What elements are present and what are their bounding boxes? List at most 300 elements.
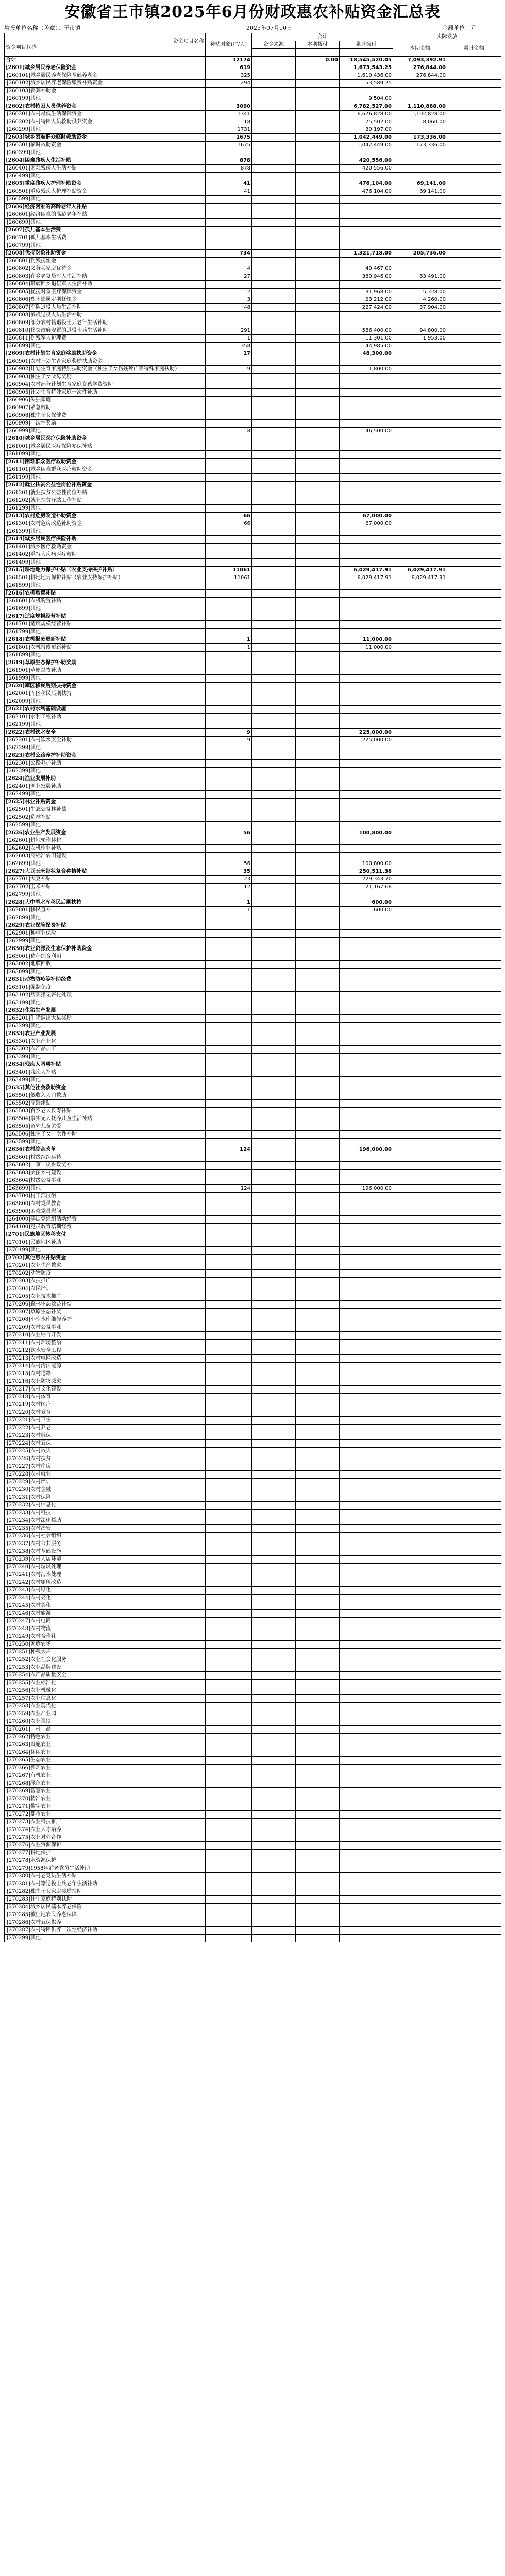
row-current bbox=[296, 1409, 340, 1417]
table-row bbox=[5, 922, 501, 930]
row-persons bbox=[206, 706, 252, 714]
row-name: [270215]农村道路 bbox=[5, 1370, 206, 1378]
row-current bbox=[296, 1625, 340, 1633]
row-fund-source bbox=[252, 1309, 296, 1316]
table-row bbox=[5, 165, 501, 173]
row-name: [270287]农村特困供养一次性经济补助 bbox=[5, 1927, 206, 1935]
row-actual-cumulative bbox=[447, 1540, 501, 1548]
row-cumulative bbox=[340, 404, 393, 412]
table-row bbox=[5, 760, 501, 768]
row-actual-current: 6,029,417.91 bbox=[393, 567, 447, 574]
row-persons bbox=[206, 1100, 252, 1108]
row-fund-source bbox=[252, 853, 296, 860]
row-fund-source bbox=[252, 142, 296, 149]
row-name: [261799]其他 bbox=[5, 629, 206, 636]
row-actual-cumulative bbox=[447, 768, 501, 775]
row-actual-cumulative bbox=[447, 1911, 501, 1919]
row-actual-current bbox=[393, 1556, 447, 1564]
row-name: [263102]病死猪无害化处理 bbox=[5, 992, 206, 999]
row-fund-source bbox=[252, 1649, 296, 1656]
row-name: [2610]城乡居民医疗保险补助资金 bbox=[5, 435, 206, 443]
table-row bbox=[5, 1703, 501, 1710]
row-cumulative bbox=[340, 1888, 393, 1896]
row-current bbox=[296, 227, 340, 234]
row-actual-current bbox=[393, 1880, 447, 1888]
row-actual-cumulative bbox=[447, 520, 501, 528]
row-fund-source bbox=[252, 938, 296, 945]
row-cumulative: 380,946.00 bbox=[340, 273, 393, 281]
row-actual-cumulative bbox=[447, 1571, 501, 1579]
row-fund-source bbox=[252, 1919, 296, 1927]
row-name: [270239]农村人居环境 bbox=[5, 1556, 206, 1564]
row-current bbox=[296, 667, 340, 675]
row-cumulative: 23,212.00 bbox=[340, 296, 393, 304]
row-persons: 66 bbox=[206, 513, 252, 520]
row-actual-current bbox=[393, 1564, 447, 1571]
row-fund-source bbox=[252, 1432, 296, 1440]
row-cumulative bbox=[340, 1432, 393, 1440]
row-persons bbox=[206, 690, 252, 698]
row-persons bbox=[206, 1139, 252, 1146]
row-actual-cumulative bbox=[447, 1772, 501, 1780]
table-row bbox=[5, 1139, 501, 1146]
row-persons: 18 bbox=[206, 118, 252, 126]
row-fund-source bbox=[252, 1007, 296, 1015]
row-persons: 35 bbox=[206, 868, 252, 876]
row-persons: 291 bbox=[206, 327, 252, 335]
row-fund-source bbox=[252, 829, 296, 837]
table-row bbox=[5, 1378, 501, 1386]
row-current bbox=[296, 1935, 340, 1942]
row-name: [270254]农产品质量安全 bbox=[5, 1672, 206, 1680]
table-row bbox=[5, 1162, 501, 1170]
table-row bbox=[5, 404, 501, 412]
row-cumulative: 67,000.00 bbox=[340, 520, 393, 528]
row-cumulative bbox=[340, 1425, 393, 1432]
row-current bbox=[296, 126, 340, 134]
row-actual-cumulative bbox=[447, 381, 501, 389]
row-actual-current bbox=[393, 258, 447, 265]
row-persons: 48 bbox=[206, 304, 252, 312]
row-current bbox=[296, 822, 340, 829]
row-current bbox=[296, 149, 340, 157]
row-name: [2603]城乡困难群众临时救助资金 bbox=[5, 134, 206, 142]
row-name: [270213]农村电网改造 bbox=[5, 1355, 206, 1363]
row-persons bbox=[206, 1656, 252, 1664]
row-current bbox=[296, 1054, 340, 1061]
row-persons bbox=[206, 234, 252, 242]
row-current bbox=[296, 1826, 340, 1834]
row-actual-current bbox=[393, 1741, 447, 1749]
row-actual-cumulative bbox=[447, 605, 501, 613]
row-cumulative bbox=[340, 358, 393, 366]
table-row bbox=[5, 1911, 501, 1919]
row-actual-current bbox=[393, 1540, 447, 1548]
row-current bbox=[296, 945, 340, 953]
row-persons bbox=[206, 219, 252, 227]
table-row bbox=[5, 1247, 501, 1255]
table-row bbox=[5, 227, 501, 234]
row-actual-current bbox=[393, 350, 447, 358]
row-persons bbox=[206, 1865, 252, 1873]
row-current bbox=[296, 1378, 340, 1386]
row-fund-source bbox=[252, 420, 296, 428]
row-current bbox=[296, 420, 340, 428]
row-fund-source bbox=[252, 598, 296, 605]
row-current bbox=[296, 1765, 340, 1772]
row-name: [263601]村级组织运转 bbox=[5, 1154, 206, 1162]
row-fund-source bbox=[252, 1471, 296, 1479]
row-current bbox=[296, 1401, 340, 1409]
row-name: [260199]其他 bbox=[5, 95, 206, 103]
row-cumulative bbox=[340, 536, 393, 544]
row-fund-source bbox=[252, 1046, 296, 1054]
table-row bbox=[5, 853, 501, 860]
row-fund-source bbox=[252, 1023, 296, 1030]
row-actual-current bbox=[393, 1170, 447, 1177]
table-row bbox=[5, 451, 501, 459]
row-name: [260599]其他 bbox=[5, 196, 206, 204]
row-persons bbox=[206, 698, 252, 706]
row-current bbox=[296, 675, 340, 683]
row-fund-source bbox=[252, 1494, 296, 1502]
row-current bbox=[296, 1355, 340, 1363]
table-row bbox=[5, 1741, 501, 1749]
row-name: [270211]农村环境整治 bbox=[5, 1340, 206, 1347]
row-actual-current bbox=[393, 435, 447, 443]
row-current bbox=[296, 775, 340, 783]
row-name: [263700]村干部报酬 bbox=[5, 1193, 206, 1200]
row-actual-current bbox=[393, 1788, 447, 1795]
row-name: [262699]其他 bbox=[5, 860, 206, 868]
row-cumulative: 6,029,417.91 bbox=[340, 567, 393, 574]
row-name: [270233]农村科技 bbox=[5, 1510, 206, 1517]
row-persons bbox=[206, 536, 252, 544]
row-actual-current bbox=[393, 536, 447, 544]
row-current bbox=[296, 1463, 340, 1471]
row-actual-cumulative bbox=[447, 435, 501, 443]
row-name: [270101]民族地区补助 bbox=[5, 1239, 206, 1247]
row-cumulative: 9,504.00 bbox=[340, 95, 393, 103]
row-cumulative bbox=[340, 953, 393, 961]
table-row bbox=[5, 1857, 501, 1865]
row-cumulative bbox=[340, 1293, 393, 1301]
row-actual-cumulative bbox=[447, 1649, 501, 1656]
row-actual-cumulative bbox=[447, 1710, 501, 1718]
table-row bbox=[5, 806, 501, 814]
row-actual-current bbox=[393, 1517, 447, 1525]
row-fund-source bbox=[252, 1231, 296, 1239]
row-persons bbox=[206, 88, 252, 95]
table-row bbox=[5, 72, 501, 80]
row-actual-cumulative bbox=[447, 613, 501, 621]
row-actual-current bbox=[393, 1904, 447, 1911]
row-fund-source bbox=[252, 1170, 296, 1177]
row-actual-current bbox=[393, 884, 447, 891]
row-fund-source bbox=[252, 1463, 296, 1471]
row-actual-cumulative bbox=[447, 551, 501, 559]
row-persons: 1 bbox=[206, 636, 252, 644]
row-actual-cumulative bbox=[447, 1216, 501, 1224]
row-current bbox=[296, 1386, 340, 1394]
row-current bbox=[296, 1880, 340, 1888]
row-actual-current bbox=[393, 1309, 447, 1316]
row-actual-current: 63,491.00 bbox=[393, 273, 447, 281]
row-actual-cumulative bbox=[447, 1115, 501, 1123]
row-name: [263506]独生子女一次性补助 bbox=[5, 1131, 206, 1139]
table-row bbox=[5, 1455, 501, 1463]
table-row bbox=[5, 520, 501, 528]
row-actual-cumulative bbox=[447, 1278, 501, 1285]
row-persons bbox=[206, 482, 252, 489]
row-actual-cumulative bbox=[447, 1904, 501, 1911]
row-actual-cumulative bbox=[447, 1819, 501, 1826]
row-persons bbox=[206, 1463, 252, 1471]
row-fund-source bbox=[252, 930, 296, 938]
row-name: [270252]农业社会化服务 bbox=[5, 1656, 206, 1664]
row-persons bbox=[206, 242, 252, 250]
table-row bbox=[5, 1054, 501, 1061]
row-cumulative bbox=[340, 1440, 393, 1448]
row-persons bbox=[206, 1015, 252, 1023]
row-current bbox=[296, 1595, 340, 1602]
row-fund-source bbox=[252, 1347, 296, 1355]
row-persons bbox=[206, 1177, 252, 1185]
row-persons bbox=[206, 1216, 252, 1224]
row-cumulative bbox=[340, 1115, 393, 1123]
table-row bbox=[5, 1772, 501, 1780]
row-cumulative bbox=[340, 1510, 393, 1517]
row-fund-source bbox=[252, 1880, 296, 1888]
row-actual-current bbox=[393, 1571, 447, 1579]
table-row bbox=[5, 1084, 501, 1092]
row-actual-current bbox=[393, 1734, 447, 1741]
row-actual-cumulative bbox=[447, 142, 501, 149]
table-row bbox=[5, 289, 501, 296]
row-name: [262199]其他 bbox=[5, 721, 206, 729]
row-persons bbox=[206, 374, 252, 381]
row-cumulative bbox=[340, 1695, 393, 1703]
row-actual-current bbox=[393, 319, 447, 327]
row-current bbox=[296, 474, 340, 482]
row-actual-current bbox=[393, 1819, 447, 1826]
row-cumulative bbox=[340, 922, 393, 930]
row-fund-source bbox=[252, 57, 296, 64]
table-row bbox=[5, 1595, 501, 1602]
row-cumulative: 1,610,436.00 bbox=[340, 72, 393, 80]
row-fund-source bbox=[252, 111, 296, 118]
row-current bbox=[296, 1479, 340, 1486]
row-actual-current bbox=[393, 528, 447, 536]
row-name: [263201]生猪调出大县奖励 bbox=[5, 1015, 206, 1023]
row-actual-cumulative bbox=[447, 134, 501, 142]
row-current bbox=[296, 907, 340, 914]
table-row bbox=[5, 435, 501, 443]
row-name: [261899]其他 bbox=[5, 652, 206, 659]
row-actual-current bbox=[393, 814, 447, 822]
row-persons: 23 bbox=[206, 876, 252, 884]
row-actual-cumulative bbox=[447, 829, 501, 837]
row-cumulative bbox=[340, 1301, 393, 1309]
row-fund-source bbox=[252, 1548, 296, 1556]
row-actual-current: 4,260.00 bbox=[393, 296, 447, 304]
row-name: [262201]农村饮水安全补助 bbox=[5, 737, 206, 744]
table-row bbox=[5, 721, 501, 729]
row-cumulative bbox=[340, 1556, 393, 1564]
row-persons bbox=[206, 1401, 252, 1409]
row-cumulative bbox=[340, 1896, 393, 1904]
row-persons: 124 bbox=[206, 1185, 252, 1193]
row-actual-current bbox=[393, 1842, 447, 1850]
row-persons bbox=[206, 1270, 252, 1278]
row-name: [262901]种植业保险 bbox=[5, 930, 206, 938]
row-actual-cumulative bbox=[447, 945, 501, 953]
row-actual-cumulative bbox=[447, 752, 501, 760]
table-row bbox=[5, 1749, 501, 1757]
row-current bbox=[296, 211, 340, 219]
row-fund-source bbox=[252, 1888, 296, 1896]
row-fund-source bbox=[252, 1533, 296, 1540]
row-persons bbox=[206, 1687, 252, 1695]
row-name: [260802]义务兵家庭优待金 bbox=[5, 265, 206, 273]
row-cumulative bbox=[340, 1131, 393, 1139]
row-fund-source bbox=[252, 173, 296, 180]
row-cumulative bbox=[340, 1548, 393, 1556]
row-persons: 2 bbox=[206, 289, 252, 296]
row-cumulative: 600.00 bbox=[340, 899, 393, 907]
row-persons: 9 bbox=[206, 729, 252, 737]
row-cumulative bbox=[340, 1826, 393, 1834]
row-actual-current: 37,904.00 bbox=[393, 304, 447, 312]
row-fund-source bbox=[252, 683, 296, 690]
row-persons bbox=[206, 814, 252, 822]
row-cumulative bbox=[340, 1038, 393, 1046]
table-row bbox=[5, 1386, 501, 1394]
row-actual-current bbox=[393, 1139, 447, 1146]
row-persons bbox=[206, 961, 252, 969]
row-fund-source bbox=[252, 358, 296, 366]
row-actual-current bbox=[393, 837, 447, 845]
row-current bbox=[296, 134, 340, 142]
row-fund-source bbox=[252, 590, 296, 598]
table-row bbox=[5, 1293, 501, 1301]
row-actual-cumulative bbox=[447, 1332, 501, 1340]
row-actual-cumulative bbox=[447, 698, 501, 706]
row-current bbox=[296, 64, 340, 72]
table-row bbox=[5, 783, 501, 791]
row-name: [260999]其他 bbox=[5, 428, 206, 435]
row-persons bbox=[206, 1309, 252, 1316]
row-name: [263099]其他 bbox=[5, 969, 206, 976]
row-actual-current: 205,736.00 bbox=[393, 250, 447, 258]
row-fund-source bbox=[252, 273, 296, 281]
row-cumulative bbox=[340, 1710, 393, 1718]
row-current bbox=[296, 938, 340, 945]
row-fund-source bbox=[252, 868, 296, 876]
table-row bbox=[5, 57, 501, 64]
row-persons bbox=[206, 1231, 252, 1239]
row-name: [2618]农机报废更新补贴 bbox=[5, 636, 206, 644]
row-cumulative bbox=[340, 1672, 393, 1680]
row-cumulative bbox=[340, 551, 393, 559]
row-persons bbox=[206, 605, 252, 613]
row-cumulative bbox=[340, 853, 393, 860]
row-name: [260501]重度残疾人护理补贴资金 bbox=[5, 188, 206, 196]
row-actual-current bbox=[393, 636, 447, 644]
row-current bbox=[296, 1285, 340, 1293]
row-current bbox=[296, 992, 340, 999]
row-actual-current bbox=[393, 613, 447, 621]
row-name: [260799]其他 bbox=[5, 242, 206, 250]
row-fund-source bbox=[252, 350, 296, 358]
table-row bbox=[5, 1494, 501, 1502]
table-row bbox=[5, 1803, 501, 1811]
row-actual-current bbox=[393, 1610, 447, 1618]
row-fund-source bbox=[252, 1177, 296, 1185]
row-persons bbox=[206, 1811, 252, 1819]
table-row bbox=[5, 126, 501, 134]
table-row bbox=[5, 1100, 501, 1108]
row-actual-current bbox=[393, 1587, 447, 1595]
row-actual-current bbox=[393, 1710, 447, 1718]
row-cumulative bbox=[340, 1100, 393, 1108]
row-cumulative bbox=[340, 1649, 393, 1656]
row-actual-cumulative bbox=[447, 636, 501, 644]
row-cumulative bbox=[340, 482, 393, 489]
table-row bbox=[5, 1255, 501, 1262]
row-actual-cumulative bbox=[447, 1610, 501, 1618]
row-actual-current bbox=[393, 1200, 447, 1208]
row-fund-source bbox=[252, 1077, 296, 1084]
row-persons bbox=[206, 1069, 252, 1077]
table-row bbox=[5, 1765, 501, 1772]
row-actual-cumulative bbox=[447, 1139, 501, 1146]
row-cumulative bbox=[340, 1919, 393, 1927]
row-fund-source bbox=[252, 1100, 296, 1108]
row-cumulative bbox=[340, 1092, 393, 1100]
row-cumulative bbox=[340, 1054, 393, 1061]
row-actual-current bbox=[393, 1834, 447, 1842]
row-cumulative bbox=[340, 621, 393, 629]
row-current bbox=[296, 737, 340, 744]
row-name: [270273]农业科技推广 bbox=[5, 1819, 206, 1826]
row-persons bbox=[206, 1749, 252, 1757]
row-fund-source bbox=[252, 412, 296, 420]
row-actual-current bbox=[393, 95, 447, 103]
row-name: [270269]智慧农业 bbox=[5, 1788, 206, 1795]
row-persons bbox=[206, 1347, 252, 1355]
report-date: 2025年07月10日 bbox=[246, 25, 292, 31]
row-persons bbox=[206, 783, 252, 791]
row-current bbox=[296, 1170, 340, 1177]
row-current bbox=[296, 1703, 340, 1710]
table-row bbox=[5, 938, 501, 945]
row-persons: 294 bbox=[206, 80, 252, 88]
row-cumulative: 30,197.00 bbox=[340, 126, 393, 134]
table-row bbox=[5, 1394, 501, 1401]
row-fund-source bbox=[252, 744, 296, 752]
row-actual-current bbox=[393, 969, 447, 976]
row-persons bbox=[206, 258, 252, 265]
row-name: [2605]重度残疾人护理补贴资金 bbox=[5, 180, 206, 188]
row-current bbox=[296, 551, 340, 559]
row-fund-source bbox=[252, 1394, 296, 1401]
row-actual-current bbox=[393, 1340, 447, 1347]
row-actual-cumulative bbox=[447, 1641, 501, 1649]
row-actual-cumulative bbox=[447, 389, 501, 397]
row-current bbox=[296, 443, 340, 451]
row-actual-cumulative bbox=[447, 1463, 501, 1471]
